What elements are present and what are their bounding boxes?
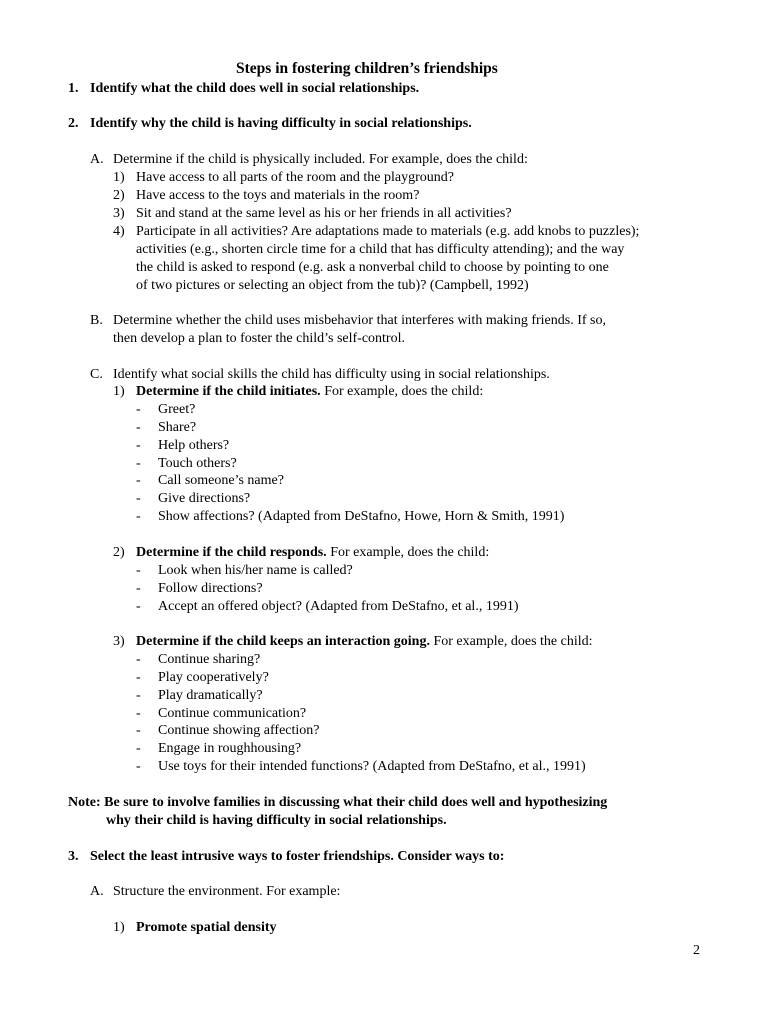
subsection-heading-rest: For example, does the child: [326,545,490,560]
list-item-number: 4) [113,224,125,239]
bullet-item: Continue sharing? [158,652,261,667]
bullet-item: Call someone’s name? [158,473,284,488]
page-number: 2 [693,943,700,958]
list-item-line: the child is asked to respond (e.g. ask a nonverbal child to choose by pointing to one [136,260,609,275]
note-text: Note: Be sure to involve families in discussing what their child does well and hypothesizing [68,795,608,810]
bullet-item: Accept an offered object? (Adapted from DeStafno, et al., 1991) [158,599,519,614]
step-3a-text: Structure the environment. For example: [113,884,341,899]
bullet-item: Play dramatically? [158,688,263,703]
dash: - [136,491,141,506]
subsection-heading-bold: Determine if the child initiates. [136,384,321,399]
dash: - [136,741,141,756]
section-a-intro: Determine if the child is physically included. For example, does the child: [113,152,528,167]
dash: - [136,670,141,685]
bullet-item: Touch others? [158,456,237,471]
section-b-line: Determine whether the child uses misbehavior that interferes with making friends. If so, [113,313,606,328]
bullet-item: Play cooperatively? [158,670,269,685]
bullet-item: Use toys for their intended functions? (Adapted from DeStafno, et al., 1991) [158,759,586,774]
page-title: Steps in fostering children’s friendships [236,60,498,77]
subsection-heading-bold: Determine if the child keeps an interaction going. [136,634,430,649]
subsection-number: 2) [113,545,125,560]
dash: - [136,509,141,524]
dash: - [136,723,141,738]
bullet-item: Help others? [158,438,230,453]
step-3-text: Select the least intrusive ways to foster friendships. Consider ways to: [90,849,505,864]
dash: - [136,563,141,578]
bullet-item: Look when his/her name is called? [158,563,353,578]
step-3-number: 3. [68,849,79,864]
note-line [106,812,447,830]
dash: - [136,456,141,471]
bullet-item: Share? [158,420,197,435]
bullet-item: Give directions? [158,491,251,506]
subsection-heading [136,544,489,562]
dash: - [136,402,141,417]
step-1-number: 1. [68,81,79,96]
section-c-intro: Identify what social skills the child has difficulty using in social relationships. [113,367,550,382]
subsection-heading [136,633,593,651]
list-item: Have access to all parts of the room and the playground? [136,170,455,185]
bullet-item: Follow directions? [158,581,263,596]
subsection-heading-bold: Determine if the child responds. [136,545,327,560]
step-1-text: Identify what the child does well in social relationships. [90,81,420,96]
list-item-line: of two pictures or selecting an object from the tub)? (Campbell, 1992) [136,278,529,293]
step-3 [68,848,504,866]
list-item: Have access to the toys and materials in the room? [136,188,420,203]
list-item-number: 1) [113,170,125,185]
list-item-line: Participate in all activities? Are adaptations made to materials (e.g. add knobs to puzzles); [136,224,640,239]
step-2 [68,115,472,133]
list-item-number: 3) [113,206,125,221]
subsection-heading-rest: For example, does the child: [320,384,484,399]
bullet-item: Show affections? (Adapted from DeStafno, Howe, Horn & Smith, 1991) [158,509,565,524]
step-3a-label: A. [90,884,104,899]
list-item-line: activities (e.g., shorten circle time for a child that has difficulty attending); and the way [136,242,625,257]
subsection-number: 1) [113,384,125,399]
dash: - [136,688,141,703]
dash: - [136,438,141,453]
list-item: Sit and stand at the same level as his or her friends in all activities? [136,206,512,221]
subsection-heading-rest: For example, does the child: [429,634,593,649]
bullet-item: Engage in roughhousing? [158,741,302,756]
bullet-item: Greet? [158,402,196,417]
subsection-heading [136,383,483,401]
step-3a1-bold: Promote spatial density [136,920,277,935]
section-b-line: then develop a plan to foster the child’s self-control. [113,331,405,346]
step-3a1-text [136,919,277,937]
step-1 [68,80,419,98]
step-2-text: Identify why the child is having difficulty in social relationships. [90,116,472,131]
list-item-number: 2) [113,188,125,203]
dash: - [136,599,141,614]
note-line [68,794,607,812]
dash: - [136,581,141,596]
section-a-label: A. [90,152,104,167]
bullet-item: Continue communication? [158,706,307,721]
step-3a1-number: 1) [113,920,125,935]
step-2-number: 2. [68,116,79,131]
dash: - [136,759,141,774]
note-text: why their child is having difficulty in social relationships. [106,813,447,828]
subsection-number: 3) [113,634,125,649]
dash: - [136,420,141,435]
dash: - [136,473,141,488]
bullet-item: Continue showing affection? [158,723,320,738]
dash: - [136,706,141,721]
section-b-label: B. [90,313,103,328]
dash: - [136,652,141,667]
section-c-label: C. [90,367,103,382]
